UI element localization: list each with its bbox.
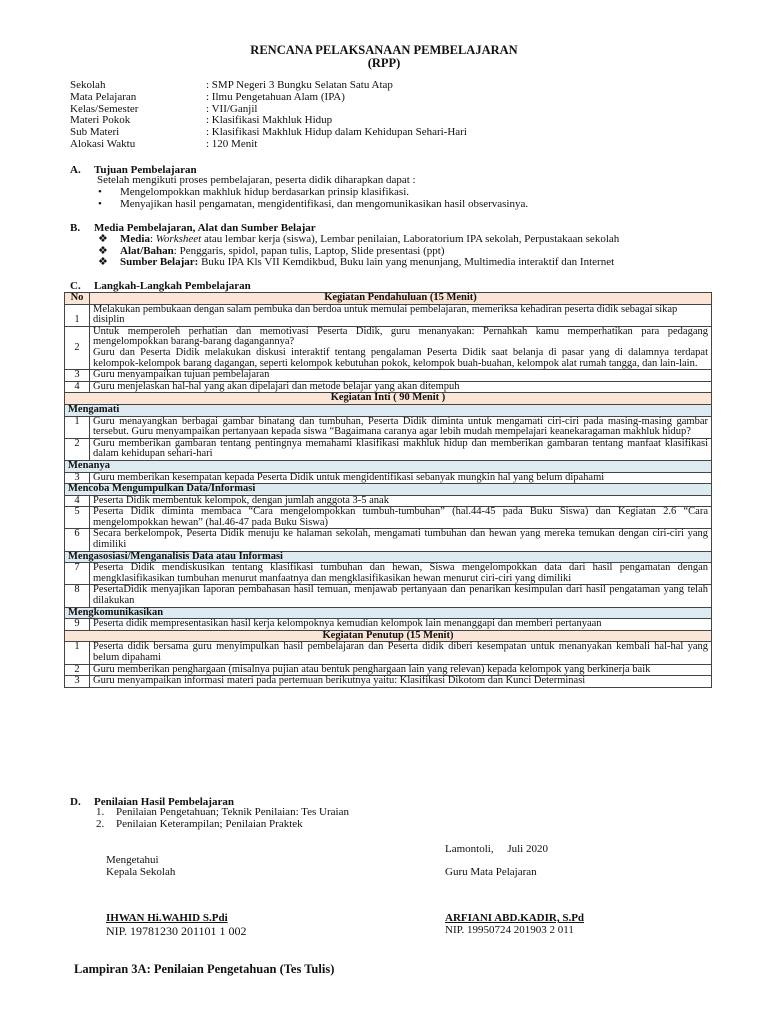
media-label: Media <box>120 233 150 245</box>
table-row <box>65 664 712 676</box>
menanya-header: Menanya <box>65 460 712 472</box>
identity-row <box>70 92 467 104</box>
row-text: Peserta Didik diminta membaca “Cara mengelompokkan tumbuh-tumbuhan” (hal.44-45 pada Buku Siswa) dan Kegiatan 2.6 “Cara mengelompokkan hewan” (hal.46-47 pada Buku Siswa) <box>90 507 712 529</box>
penutup-header-row <box>65 630 712 642</box>
mengasosiasi-header: Mengasosiasi/Menganalisis Data atau Informasi <box>65 551 712 563</box>
subsection-row <box>65 404 712 416</box>
teacher-nip: NIP. 19950724 201903 2 011 <box>445 924 574 936</box>
subsection-row <box>65 484 712 496</box>
row-text: Peserta didik mempresentasikan hasil kerja kelompoknya kemudian kelompok lain menanggapi dan memberi pertanyaan <box>90 619 712 631</box>
section-number: D. <box>70 796 81 808</box>
row-no: 1 <box>65 304 90 326</box>
table-row <box>65 416 712 438</box>
row-no: 6 <box>65 529 90 551</box>
bullet-dot-icon: • <box>98 198 102 210</box>
table-row <box>65 642 712 664</box>
table-row <box>65 370 712 382</box>
bullet-dot-icon: • <box>98 186 102 198</box>
row-text: Peserta Didik mendiskusikan tentang klasifikasi tumbuhan dan hewan, Siswa mengelompokkan data dari hasil pengamatan dengan mengklasifikasikan tumbuhan menurut manfaatnya dan mengklasifikasikan hewan menurut ciri-ciri yang dimiliki <box>90 563 712 585</box>
row-no: 5 <box>65 507 90 529</box>
row-text: Peserta Didik membentuk kelompok, dengan jumlah anggota 3-5 anak <box>90 495 712 507</box>
row-no: 2 <box>65 438 90 460</box>
principal-nip: NIP. 19781230 201101 1 002 <box>106 924 247 938</box>
table-row <box>65 381 712 393</box>
identity-label: Alokasi Waktu <box>70 137 136 150</box>
item-text: Penilaian Keterampilan; Penilaian Praktek <box>116 818 303 830</box>
table-row <box>65 326 712 369</box>
diamond-bullet-icon: ❖ <box>98 256 108 268</box>
identity-value: : SMP Negeri 3 Bungku Selatan Satu Atap <box>206 79 393 91</box>
row-no: 4 <box>65 495 90 507</box>
table-header-row <box>65 293 712 305</box>
identity-value: : Ilmu Pengetahuan Alam (IPA) <box>206 90 345 103</box>
section-number: B. <box>70 222 81 234</box>
item-number: 2. <box>96 818 105 830</box>
approval-label: Mengetahui <box>106 854 159 866</box>
steps-table <box>64 292 712 688</box>
identity-block <box>70 80 467 151</box>
mengkomunikasikan-header: Mengkomunikasikan <box>65 607 712 619</box>
alat-label: Alat/Bahan <box>120 245 174 257</box>
section-title: Tujuan Pembelajaran <box>94 164 197 176</box>
table-row <box>65 676 712 688</box>
row-text: Guru menyampaikan informasi materi pada pertemuan berikutnya yaitu: Klasifikasi Dikotom dan Kunci Determinasi <box>90 676 712 688</box>
section-number: A. <box>70 164 81 176</box>
assessment-item <box>96 819 303 831</box>
table-row <box>65 438 712 460</box>
row-text: Guru memberikan penghargaan (misalnya pujian atau bentuk penghargaan lain yang relevan) kepada kelompok yang berkinerja baik <box>90 664 712 676</box>
table-row <box>65 507 712 529</box>
bullet-text: Menyajikan hasil pengamatan, mengidentifikasi, dan mengomunikasikan hasil observasinya. <box>120 198 529 210</box>
pendahuluan-header: Kegiatan Pendahuluan (15 Menit) <box>90 293 712 305</box>
sumber-item <box>98 257 614 269</box>
row-no: 7 <box>65 563 90 585</box>
section-number: C. <box>70 280 81 292</box>
worksheet-text: Worksheet <box>155 233 202 245</box>
identity-value: : Klasifikasi Makhluk Hidup <box>206 114 333 127</box>
teacher-role: Guru Mata Pelajaran <box>445 866 537 878</box>
row-text <box>90 326 712 369</box>
item-number: 1. <box>96 806 105 818</box>
sumber-label: Sumber Belajar: <box>120 256 199 268</box>
section-title: Media Pembelajaran, Alat dan Sumber Belajar <box>94 222 316 234</box>
identity-value: : VII/Ganjil <box>206 102 258 115</box>
identity-label: Sub Materi <box>70 126 120 139</box>
sumber-text: Buku IPA Kls VII Kemdikbud, Buku lain yang menunjang, Multimedia interaktif dan Internet <box>198 256 615 268</box>
row-text: Guru menyampaikan tujuan pembelajaran <box>90 370 712 382</box>
document-title: RENCANA PELAKSANAAN PEMBELAJARAN <box>250 43 518 57</box>
teacher-name: ARFIANI ABD.KADIR, S.Pd <box>445 912 585 924</box>
row-no: 4 <box>65 381 90 393</box>
inti-header-row <box>65 393 712 405</box>
section-title: Penilaian Hasil Pembelajaran <box>94 796 234 808</box>
identity-value: : 120 Menit <box>206 137 258 150</box>
table-row <box>65 563 712 585</box>
identity-row <box>70 139 467 151</box>
identity-label: Kelas/Semester <box>70 102 139 115</box>
table-row <box>65 619 712 631</box>
table-row <box>65 529 712 551</box>
subsection-row <box>65 607 712 619</box>
media-text: atau lembar kerja (siswa), Lembar penilaian, Laboratorium IPA sekolah, Perpustakaan sekolah <box>201 233 620 245</box>
identity-label: Sekolah <box>70 79 106 91</box>
identity-value: : Klasifikasi Makhluk Hidup dalam Kehidupan Sehari-Hari <box>206 126 467 139</box>
row-text: Guru memberikan gambaran tentang pentingnya memahami klasifikasi makhluk hidup dan memberikan gambaran tentang manfaat klasifikasi dalam kehidupan sehari-hari <box>90 438 712 460</box>
principal-role: Kepala Sekolah <box>106 866 176 878</box>
row-no: 2 <box>65 664 90 676</box>
row-text-part: Untuk memperoleh perhatian dan memotivasi Peserta Didik, guru menanyakan: Pernahkah kamu memperhatikan para pedagang mengelompokkan barang-barang dagangannya? <box>93 325 708 348</box>
identity-label: Materi Pokok <box>70 114 131 127</box>
star-bullet-icon: ❖ <box>98 245 108 257</box>
row-text-part: Guru dan Peserta Didik melakukan diskusi interaktif tentang pengalaman Peserta Didik saat belanja di pasar yang di dalamnya terdapat kelompok-kelompok barang dagangan, seperti kelompok kebutuhan pokok, kelompok buah-buahan, kelompok alat rumah tangga, dan lain-lain. <box>93 346 708 369</box>
row-no: 3 <box>65 676 90 688</box>
row-text: Guru memberikan kesempatan kepada Peserta Didik untuk mengidentifikasi sebanyak mungkin hal yang belum dipahami <box>90 472 712 484</box>
subsection-row <box>65 551 712 563</box>
inti-header: Kegiatan Inti ( 90 Menit ) <box>65 393 712 405</box>
bullet-item <box>98 199 528 211</box>
table-row <box>65 304 712 326</box>
row-text: Guru menayangkan berbagai gambar binatang dan tumbuhan, Peserta Didik diminta untuk mengamati ciri-ciri pada masing-masing gambar tersebut. Guru menyampaikan pertanyaan kepada siswa “Bagaimana caranya agar lebih mudah mempelajari keanekaragaman makhluk hidup? <box>90 416 712 438</box>
row-text: PesertaDidik menyajikan laporan pembahasan hasil temuan, menjawab pertanyaan dan penarikan kesimpulan dari hasil pengataman yang telah dilakukan <box>90 585 712 607</box>
table-row <box>65 472 712 484</box>
row-text: Secara berkelompok, Peserta Didik menuju ke halaman sekolah, mengamati tumbuhan dan hewan yang mereka temukan dengan ciri-ciri yang dimiliki <box>90 529 712 551</box>
diamond-bullet-icon: ❖ <box>98 233 108 245</box>
table-row <box>65 585 712 607</box>
place-date: Lamontoli, Juli 2020 <box>445 843 548 855</box>
penutup-header: Kegiatan Penutup (15 Menit) <box>65 630 712 642</box>
section-a-intro: Setelah mengikuti proses pembelajaran, peserta didik diharapkan dapat : <box>97 174 416 186</box>
col-no-header: No <box>65 293 90 305</box>
table-row <box>65 495 712 507</box>
bullet-text: Mengelompokkan makhluk hidup berdasarkan prinsip klasifikasi. <box>120 186 409 198</box>
section-title: Langkah-Langkah Pembelajaran <box>94 280 251 292</box>
principal-name: IHWAN Hi.WAHID S.Pdi <box>106 912 228 924</box>
row-text: Guru menjelaskan hal-hal yang akan dipelajari dan metode belajar yang akan ditempuh <box>90 381 712 393</box>
alat-text: : Penggaris, spidol, papan tulis, Laptop, Slide presentasi (ppt) <box>173 245 445 257</box>
mencoba-header: Mencoba Mengumpulkan Data/Informasi <box>65 484 712 496</box>
row-no: 3 <box>65 472 90 484</box>
media-item: ❖ Media: Worksheet atau lembar kerja (siswa), Lembar penilaian, Laboratorium IPA sekolah, Perpustakaan sekolah <box>98 233 620 245</box>
section-c-heading <box>70 280 251 292</box>
row-no: 1 <box>65 642 90 664</box>
identity-label: Mata Pelajaran <box>70 90 137 103</box>
row-no: 8 <box>65 585 90 607</box>
row-no: 3 <box>65 370 90 382</box>
row-no: 1 <box>65 416 90 438</box>
subsection-row <box>65 460 712 472</box>
item-text: Penilaian Pengetahuan; Teknik Penilaian: Tes Uraian <box>116 806 349 818</box>
row-text: Peserta didik bersama guru menyimpulkan hasil pembelajaran dan Peserta didik diberi kesempatan untuk menanyakan kembali hal-hal yang belum dipahami <box>90 642 712 664</box>
appendix-heading: Lampiran 3A: Penilaian Pengetahuan (Tes Tulis) <box>74 962 335 976</box>
row-no: 9 <box>65 619 90 631</box>
row-text: Melakukan pembukaan dengan salam pembuka dan berdoa untuk memulai pembelajaran, memeriksa kehadiran peserta didik sebagai sikap disiplin <box>90 304 712 326</box>
document-subtitle: (RPP) <box>367 56 401 70</box>
row-no: 2 <box>65 326 90 369</box>
mengamati-header: Mengamati <box>65 404 712 416</box>
